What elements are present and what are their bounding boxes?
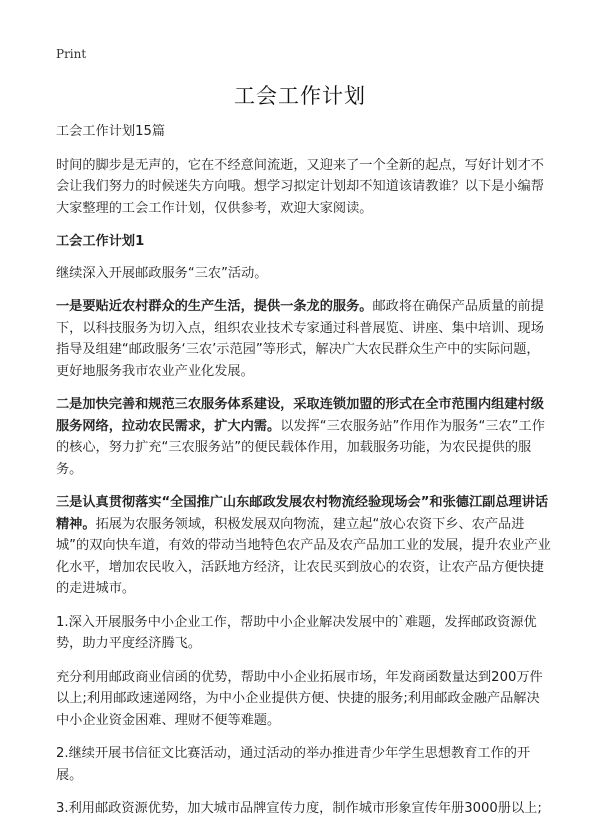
paragraph-point-1 — [56, 296, 551, 382]
section-heading: 工会工作计划1 — [56, 234, 145, 249]
point-3-heading: 三是认真贯彻落实“全国推广山东邮政发展农村物流经验现场会”和张德江副总理讲话精神。 — [56, 495, 549, 532]
point-1-text: 邮政将在确保产品质量的前提下，以科技服务为切入点，组织农业技术专家通过科普展览、讲座、集中培训、现场指导及组建“邮政服务‘三农’示范园”等形式，解决广大农民群众生产中的实际问题，更好地服务我市农业产业化发展。 — [56, 299, 544, 379]
list-item-3: 3.利用邮政资源优势，加大城市品牌宣传力度，制作城市形象宣传年册3000册以上; — [56, 801, 542, 816]
lead-paragraph: 继续深入开展邮政服务“三农”活动。 — [56, 265, 268, 281]
list-item-2: 2.继续开展书信征文比赛活动，通过活动的举办推进青少年学生思想教育工作的开展。 — [56, 746, 531, 783]
intro-paragraph: 时间的脚步是无声的，它在不经意间流逝，又迎来了一个全新的起点，写好计划才不会让我们努力的时候迷失方向哦。想学习拟定计划却不知道该请教谁？以下是小编帮大家整理的工会工作计划，仅供参考，欢迎大家阅读。 — [56, 157, 544, 216]
page-title: 工会工作计划 — [234, 84, 366, 108]
paragraph-point-2 — [56, 394, 551, 480]
paragraph-point-3 — [56, 492, 551, 600]
point-3-text: 拓展为农服务领域，积极发展双向物流，建立起“放心农资下乡、农产品进城”的双向快车道，有效的带动当地特色农产品及农产品加工业的发展，提升农业产业化水平，增加农民收入，活跃地方经济，让农民买到放心的农资，让农产品方便快捷的走进城市。 — [56, 516, 551, 596]
article-subtitle: 工会工作计划15篇 — [56, 124, 166, 139]
print-link[interactable]: Print — [56, 47, 87, 61]
point-2-text: 以发挥“三农服务站”作用作为服务“三农”工作的核心，努力扩充“三农服务站”的便民载体作用，加载服务功能，为农民提供的服务。 — [56, 418, 545, 477]
list-item-1: 1.深入开展服务中小企业工作，帮助中小企业解决发展中的`难题，发挥邮政资源优势，助力平度经济腾飞。 — [56, 614, 537, 651]
point-1-heading: 一是要贴近农村群众的生产生活，提供一条龙的服务。 — [56, 299, 373, 314]
article-body — [56, 121, 551, 832]
list-item-1-detail: 充分利用邮政商业信函的优势，帮助中小企业拓展市场，年发商函数量达到200万件以上;利用邮政速递网络，为中小企业提供方便、快捷的服务;利用邮政金融产品解决中小企业资金困难、理财不便等难题。 — [56, 669, 543, 728]
point-2-heading: 二是加快完善和规范三农服务体系建设，采取连锁加盟的形式在全市范围内组建村级服务网络，拉动农民需求，扩大内需。 — [56, 397, 544, 434]
